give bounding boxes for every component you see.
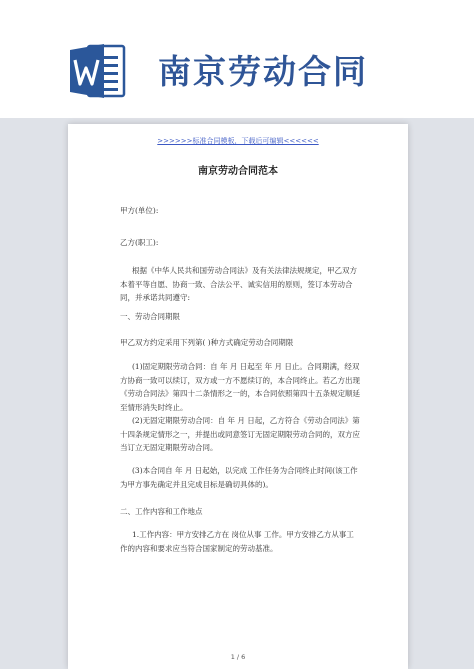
clause-paragraph: (2)无固定期限劳动合同：自 年 月 日起，乙方符合《劳动合同法》第十四条规定情形之一，并提出或同意签订无固定期限劳动合同的，双方应当订立无固定期限劳动合同。	[120, 416, 360, 452]
microsoft-word-icon	[70, 40, 126, 102]
header-bar	[0, 0, 474, 118]
section-lead: 甲乙双方约定采用下列第( )种方式确定劳动合同期限	[120, 338, 294, 347]
clause-paragraph: (1)固定期限劳动合同：自 年 月 日起至 年 月 日止。合同期满，经双方协商一致可以续订，双方或一方不愿续订的，本合同终止。若乙方出现《劳动合同法》第四十二条情形之一的，本合同依照第四十五条规定顺延至情形消失时终止。	[120, 362, 360, 412]
party-b-field: 乙方(职工):	[120, 238, 159, 247]
section-heading: 一、劳动合同期限	[120, 312, 180, 321]
page-title: 南京劳动合同	[158, 52, 368, 91]
document-title: 南京劳动合同范本	[198, 166, 278, 177]
clause-paragraph: 1.工作内容：甲方安排乙方在 岗位从事 工作。甲方安排乙方从事工作的内容和要求应当符合国家制定的劳动基准。	[120, 530, 354, 553]
party-a-field: 甲方(单位):	[120, 206, 159, 215]
download-banner-link[interactable]: >>>>>>标准合同模板，下载后可编辑<<<<<<	[157, 137, 319, 145]
section-heading: 二、工作内容和工作地点	[120, 507, 203, 516]
document-page	[68, 124, 408, 669]
intro-paragraph: 根据《中华人民共和国劳动合同法》及有关法律法规规定，甲乙双方本着平等自愿、协商一致、合法公平、诚实信用的原则，签订本劳动合同，并承诺共同遵守:	[120, 266, 357, 302]
clause-paragraph: (3)本合同自 年 月 日起始，以完成 工作任务为合同终止时间(该工作为甲方事先确定并且完成目标是确切具体的)。	[120, 466, 358, 489]
page-number: 1 / 6	[230, 653, 246, 661]
